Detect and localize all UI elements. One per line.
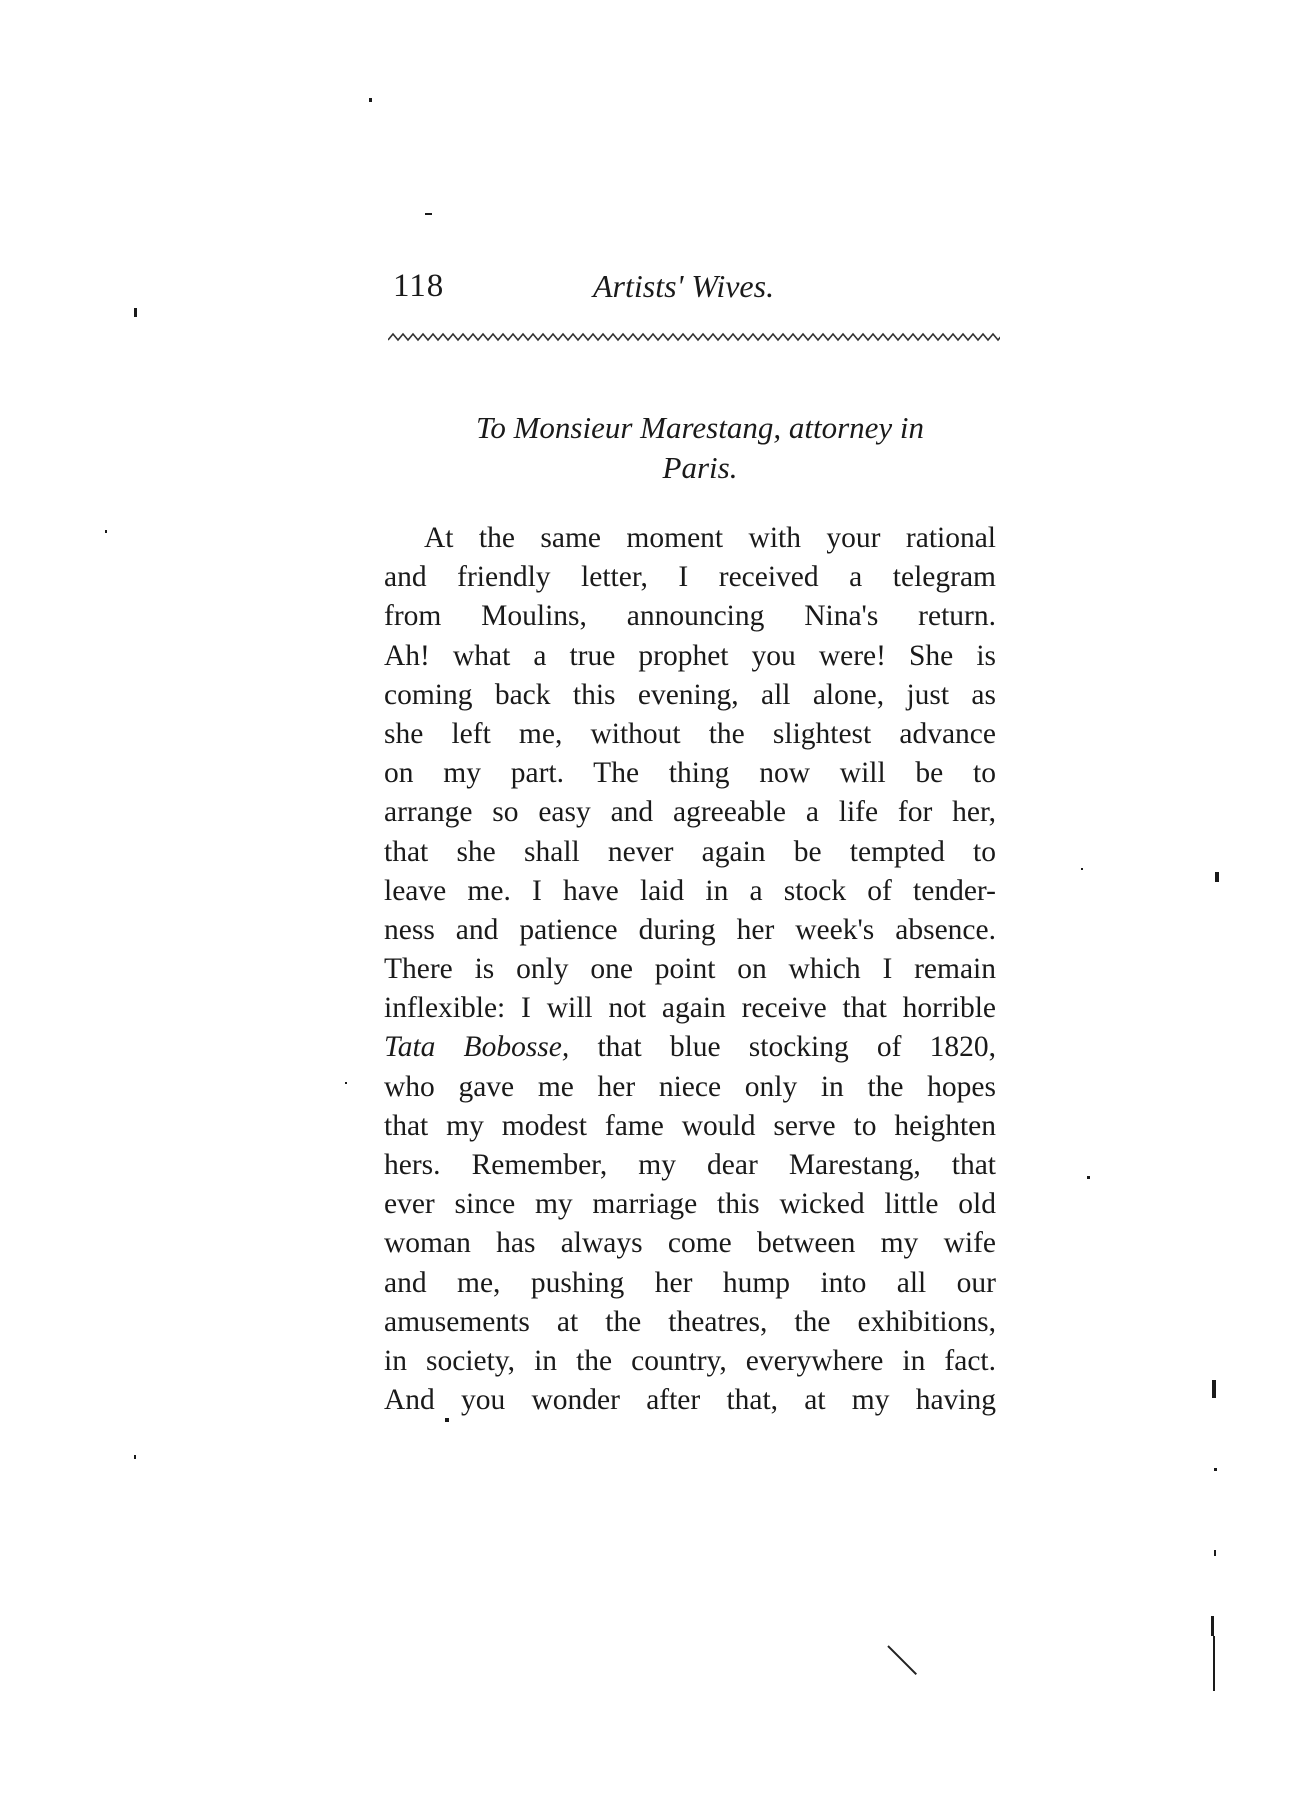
letter-heading-line-1: To Monsieur Marestang, attorney in xyxy=(475,410,925,445)
scan-speck xyxy=(105,530,107,533)
text-line: leave me. I have laid in a stock of tender- xyxy=(384,874,996,907)
italic-name: Tata Bobosse, xyxy=(384,1031,570,1064)
text-line: Ah! what a true prophet you were! She is xyxy=(384,639,996,672)
text-line: she left me, without the slightest advance xyxy=(384,717,996,750)
letter-heading-line-2: Paris. xyxy=(662,450,738,485)
ornamental-rule xyxy=(388,332,1000,342)
letter-heading xyxy=(400,408,1000,488)
text-line: amusements at the theatres, the exhibitions, xyxy=(384,1305,996,1338)
text-line: inflexible: I will not again receive that horrible xyxy=(384,992,996,1025)
text-line: At the same moment with your rational xyxy=(424,522,996,554)
scan-speck xyxy=(1214,1468,1217,1471)
text-line: from Moulins, announcing Nina's return. xyxy=(384,600,996,633)
text-line: ever since my marriage this wicked little old xyxy=(384,1188,996,1221)
scan-speck xyxy=(1087,1176,1090,1179)
text-line-mixed xyxy=(384,1028,996,1067)
text-line: And you wonder after that, at my having xyxy=(384,1384,996,1417)
text-line: who gave me her niece only in the hopes xyxy=(384,1070,996,1103)
scan-speck xyxy=(1214,1550,1216,1556)
scan-speck xyxy=(1212,1380,1216,1398)
scan-speck xyxy=(345,1082,347,1084)
text-line: on my part. The thing now will be to xyxy=(384,757,996,790)
text-line: that my modest fame would serve to heighten xyxy=(384,1109,996,1142)
running-title: Artists' Wives. xyxy=(593,268,775,304)
text-line: and friendly letter, I received a telegram xyxy=(384,561,996,594)
scan-speck xyxy=(369,98,372,102)
scan-speck xyxy=(1081,868,1083,870)
letter-body xyxy=(384,519,996,1420)
text-line: hers. Remember, my dear Marestang, that xyxy=(384,1149,996,1181)
scan-speck xyxy=(425,213,432,215)
scan-speck xyxy=(1211,1616,1214,1636)
text-fragment: that blue stocking of 1820, xyxy=(597,1031,997,1064)
scan-speck xyxy=(445,1418,449,1422)
text-line: in society, in the country, everywhere in fact. xyxy=(384,1344,996,1377)
text-line: and me, pushing her hump into all our xyxy=(384,1266,996,1299)
scan-mark xyxy=(887,1645,917,1675)
text-line: coming back this evening, all alone, just as xyxy=(384,678,996,711)
text-line: arrange so easy and agreeable a life for her, xyxy=(384,796,996,829)
scan-speck xyxy=(1213,1636,1215,1691)
scan-speck xyxy=(134,308,137,317)
page-number: 118 xyxy=(393,268,445,304)
scan-speck xyxy=(134,1455,136,1459)
text-line: There is only one point on which I remain xyxy=(384,953,996,986)
text-line: that she shall never again be tempted to xyxy=(384,835,996,868)
scan-speck xyxy=(1215,872,1219,882)
text-line: woman has always come between my wife xyxy=(384,1227,996,1260)
page-header xyxy=(388,268,1000,318)
text-line: ness and patience during her week's absence. xyxy=(384,913,996,946)
